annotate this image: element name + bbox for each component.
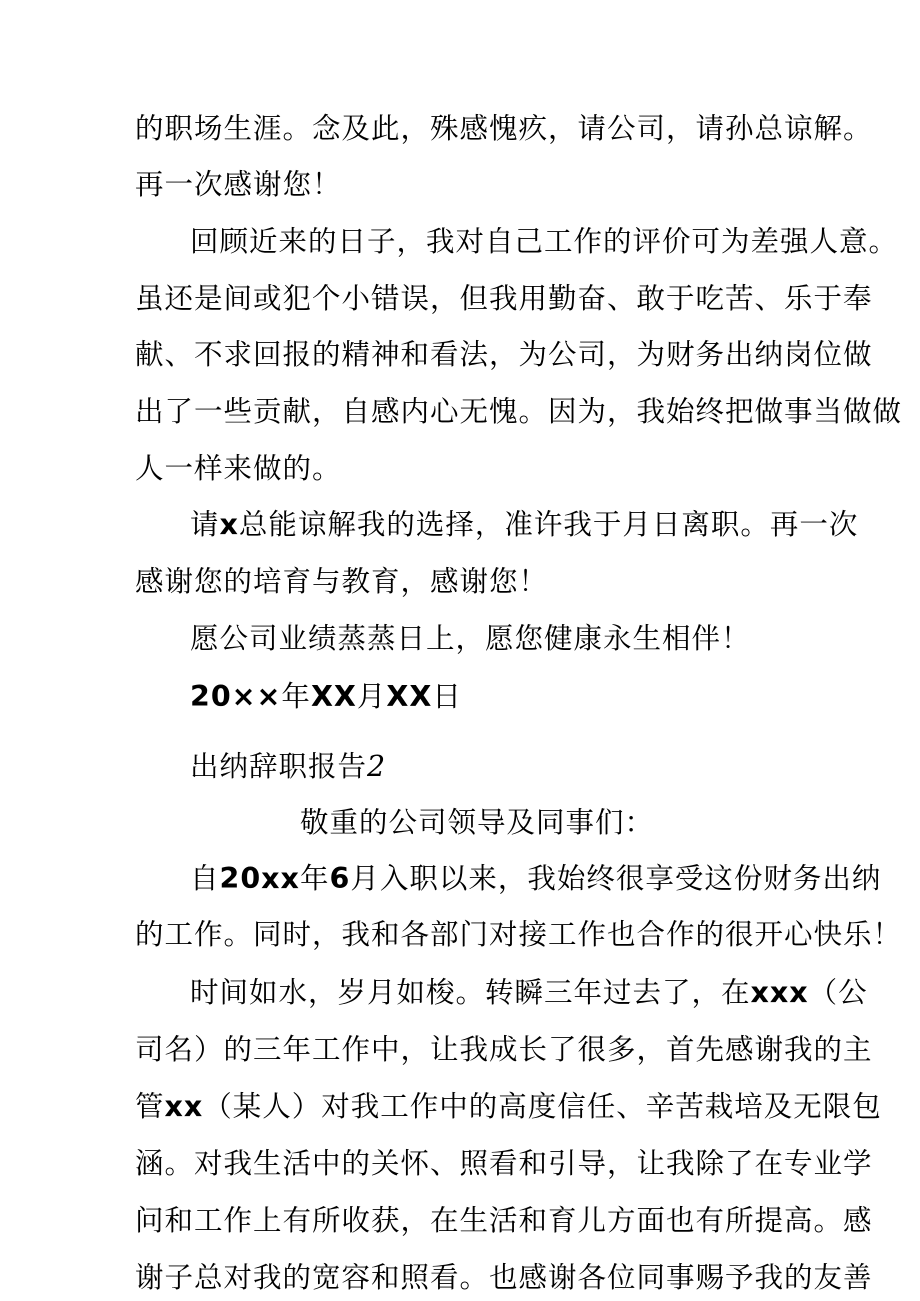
text-segment: 时间如水，岁月如梭。转瞬三年过去了，在: [190, 976, 751, 1009]
section-title-text: 出纳辞职报告: [190, 750, 368, 783]
text-segment: 管: [135, 1090, 165, 1123]
date-month: XX: [310, 680, 357, 713]
date-day-unit: 日: [432, 680, 462, 713]
text-line: 谢子总对我的宽容和照看。也感谢各位同事赐予我的友善: [135, 1261, 873, 1294]
text-line: [190, 976, 868, 1010]
text-line: 的工作。同时，我和各部门对接工作也合作的很开心快乐！: [135, 918, 903, 951]
text-segment: 年: [299, 862, 330, 895]
text-line: 愿公司业绩蒸蒸日上，愿您健康永生相伴！: [190, 622, 751, 655]
text-line: 涵。对我生活中的关怀、照看和引导，让我除了在专业学: [135, 1147, 873, 1180]
text-segment: （公: [808, 976, 868, 1009]
year-placeholder: 20xx: [219, 862, 300, 895]
text-line: 的职场生涯。念及此，殊感愧疚，请公司，请孙总谅解。: [135, 112, 873, 145]
text-segment: 请: [190, 508, 220, 541]
date-line: [190, 680, 462, 714]
section-title: [190, 750, 386, 784]
text-line: 人一样来做的。: [135, 452, 342, 485]
company-placeholder: xxx: [750, 976, 809, 1009]
text-line: 再一次感谢您！: [135, 168, 342, 201]
month-number: 6: [329, 862, 351, 895]
date-day: XX: [386, 680, 433, 713]
text-line: [190, 862, 881, 896]
text-segment: 月入职以来，我始终很享受这份财务出纳: [350, 862, 882, 895]
date-year-unit: 年: [281, 680, 311, 713]
text-line: 问和工作上有所收获，在生活和育儿方面也有所提高。感: [135, 1204, 873, 1237]
text-line: [190, 508, 858, 542]
text-segment: （某人）对我工作中的高度信任、辛苦栽培及无限包: [203, 1090, 882, 1123]
text-line: 献、不求回报的精神和看法，为公司，为财务出纳岗位做: [135, 338, 873, 371]
text-line: 虽还是间或犯个小错误，但我用勤奋、敢于吃苦、乐于奉: [135, 282, 873, 315]
text-segment: 自: [190, 862, 220, 895]
text-line: 司名）的三年工作中，让我成长了很多，首先感谢我的主: [135, 1033, 873, 1066]
text-line: 出了一些贡献，自感内心无愧。因为，我始终把做事当做做: [135, 395, 903, 428]
salutation: 敬重的公司领导及同事们：: [300, 806, 655, 839]
text-line: 感谢您的培育与教育，感谢您！: [135, 565, 549, 598]
text-line: 回顾近来的日子，我对自己工作的评价可为差强人意。: [190, 225, 899, 258]
date-month-unit: 月: [356, 680, 387, 713]
section-title-number: 2: [367, 750, 387, 783]
placeholder-x: x: [219, 508, 239, 541]
date-year: 20××: [190, 680, 282, 713]
text-line: [135, 1090, 882, 1124]
person-placeholder: xx: [164, 1090, 204, 1123]
text-segment: 总能谅解我的选择，准许我于月日离职。再一次: [238, 508, 859, 541]
